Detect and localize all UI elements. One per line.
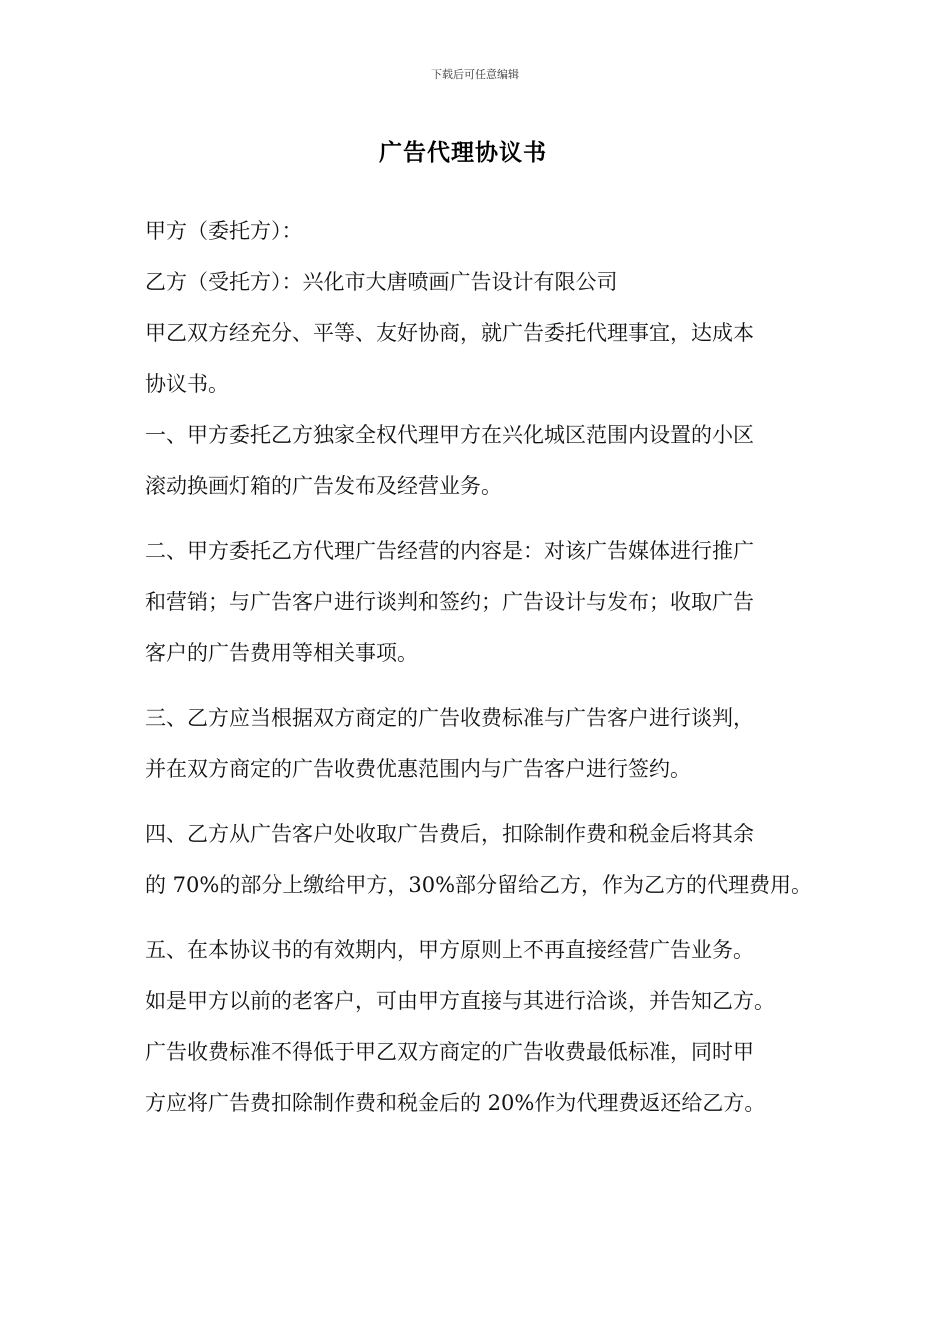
text-line: 乙方（受托方）：兴化市大唐喷画广告设计有限公司 [145, 270, 618, 294]
text-line: 三、乙方应当根据双方商定的广告收费标准与广告客户进行谈判， [145, 706, 754, 730]
text-line: 和营销；与广告客户进行谈判和签约；广告设计与发布；收取广告 [145, 590, 754, 614]
clause-2 [145, 526, 825, 679]
clause-5 [145, 925, 825, 1129]
party-a-line [145, 206, 825, 257]
clause-3 [145, 693, 825, 795]
text-line: 甲乙双方经充分、平等、友好协商，就广告委托代理事宜，达成本 [145, 321, 754, 345]
text-line: 甲方（委托方）： [145, 219, 303, 243]
text-line: 一、甲方委托乙方独家全权代理甲方在兴化城区范围内设置的小区 [145, 423, 754, 447]
party-b-line [145, 257, 825, 308]
text-line: 四、乙方从广告客户处收取广告费后，扣除制作费和税金后将其余 [145, 822, 754, 846]
text-line: 并在双方商定的广告收费优惠范围内与广告客户进行签约。 [145, 757, 691, 781]
text-line: 五、在本协议书的有效期内，甲方原则上不再直接经营广告业务。 [145, 938, 754, 962]
text-line: 二、甲方委托乙方代理广告经营的内容是：对该广告媒体进行推广 [145, 539, 754, 563]
header-note: 下载后可任意编辑 [431, 68, 519, 81]
clause-1 [145, 410, 825, 512]
text-line: 协议书。 [145, 372, 229, 396]
text-line: 方应将广告费扣除制作费和税金后的 20%作为代理费返还给乙方。 [145, 1091, 766, 1115]
document-body [145, 206, 825, 1129]
clause-4 [145, 809, 825, 911]
text-line: 广告收费标准不得低于甲乙双方商定的广告收费最低标准，同时甲 [145, 1040, 754, 1064]
text-line: 客户的广告费用等相关事项。 [145, 641, 418, 665]
text-line: 如是甲方以前的老客户，可由甲方直接与其进行洽谈，并告知乙方。 [145, 989, 775, 1013]
text-line: 滚动换画灯箱的广告发布及经营业务。 [145, 474, 502, 498]
document-title: 广告代理协议书 [379, 139, 547, 166]
text-line: 的 70%的部分上缴给甲方，30%部分留给乙方，作为乙方的代理费用。 [145, 873, 813, 897]
preamble-paragraph [145, 308, 825, 410]
